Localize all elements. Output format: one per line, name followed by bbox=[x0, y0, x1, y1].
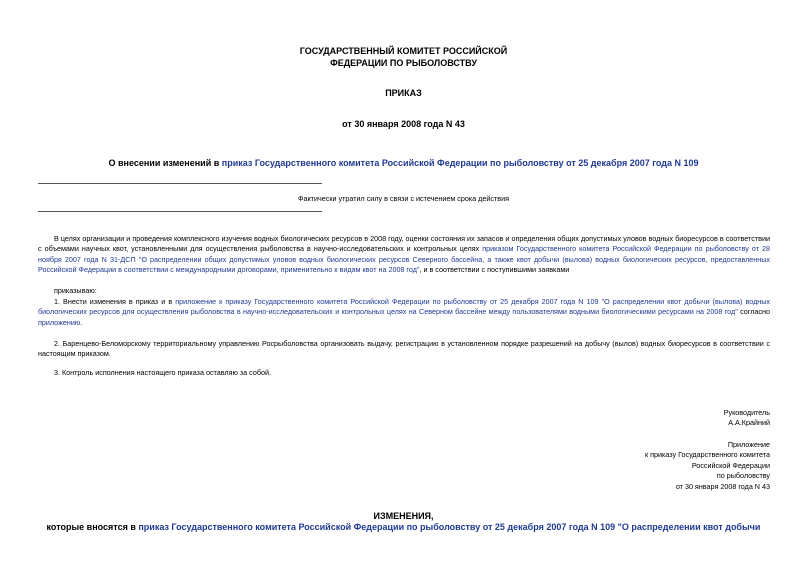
status-note: Фактически утратил силу в связи с истечением срока действия bbox=[298, 194, 509, 203]
signature-block bbox=[500, 408, 770, 429]
appendix-ref-line-5: от 30 января 2008 года N 43 bbox=[675, 481, 770, 491]
item-1-mid: согласно bbox=[737, 307, 770, 317]
changes-subtitle bbox=[0, 521, 807, 533]
item-1-end: . bbox=[80, 317, 83, 327]
signature-position: Руководитель bbox=[723, 408, 770, 417]
appendix-ref-line-1: Приложение bbox=[727, 440, 770, 449]
appendix-reference bbox=[500, 440, 770, 492]
org-line-2: ФЕДЕРАЦИИ ПО РЫБОЛОВСТВУ bbox=[330, 58, 477, 68]
appendix-ref-line-3: Российской Федерации bbox=[691, 460, 770, 470]
doc-type: ПРИКАЗ bbox=[385, 88, 422, 98]
doc-subject bbox=[0, 157, 807, 169]
divider-top bbox=[38, 183, 322, 184]
order-item-2: 2. Баренцево-Беломорскому территориальному управлению Росрыболовства организовать выдачу, регистрацию в установленном порядке разрешений на добычу (вылов) водных биоресурсов в соответствии с настоящим приказом. bbox=[38, 339, 770, 359]
item-1-prefix: 1. Внести изменения в приказ и в bbox=[54, 297, 176, 306]
org-line-1: ГОСУДАРСТВЕННЫЙ КОМИТЕТ РОССИЙСКОЙ bbox=[299, 46, 508, 56]
preamble-text-1: В целях организации и проведения комплексного изучения водных биологических ресурсов в 2008 году, оценки состояния их запасов и определения общих допустимых уловов водных биоресурсов в соответствии с объемами научных квот, установленными для осуществления рыболовства в научно-исследовательских и контрольных целях bbox=[38, 234, 770, 254]
doc-date-number: от 30 января 2008 года N 43 bbox=[342, 119, 465, 129]
order-item-3: 3. Контроль исполнения настоящего приказа оставляю за собой. bbox=[54, 368, 271, 377]
subject-link[interactable]: приказ Государственного комитета Российской Федерации по рыболовству от 25 декабря 2007 года N 109 bbox=[221, 158, 699, 168]
order-word: приказываю: bbox=[54, 286, 97, 295]
divider-bottom bbox=[38, 211, 322, 212]
appendix-ref-line-2: к приказу Государственного комитета bbox=[645, 450, 770, 460]
item-1-appendix-link[interactable]: приложению bbox=[38, 317, 81, 327]
preamble-link[interactable]: приказом Государственного комитета Российской Федерации по рыболовству от 28 ноября 2007 года N 31-ДСП "О распределении общих допустимых уловов водных биологических ресурсов Северного бассейна, а также квот добычи (вылова) водных биологических ресурсов, предоставленных Российской Федерации в соответствии с международными договорами, применительно к видам квот на 2008 год" bbox=[38, 244, 770, 275]
order-item-1 bbox=[38, 297, 770, 328]
subject-prefix: О внесении изменений в bbox=[108, 158, 222, 168]
item-1-link[interactable]: приложение к приказу Государственного комитета Российской Федерации по рыболовству от 25 декабря 2007 года N 109 "О распределении квот добычи (вылова) водных биологических ресурсов для осуществления рыболовства в научно-исследовательских и контрольных целях на Северном бассейне между пользователями водными биологическими ресурсами на 2008 год" bbox=[38, 297, 770, 317]
signature-name: А.А.Крайний bbox=[728, 418, 770, 428]
appendix-ref-line-4: по рыболовству bbox=[716, 471, 770, 481]
changes-title: ИЗМЕНЕНИЯ, bbox=[373, 511, 434, 521]
changes-subtitle-prefix: которые вносятся в bbox=[46, 522, 139, 532]
changes-subtitle-link[interactable]: приказ Государственного комитета Российской Федерации по рыболовству от 25 декабря 2007 года N 109 "О распределении квот добычи bbox=[138, 522, 761, 532]
preamble-paragraph bbox=[38, 234, 770, 276]
org-name bbox=[0, 45, 807, 69]
preamble-text-2: , и в соответствии с поступившими заявками bbox=[419, 265, 570, 275]
